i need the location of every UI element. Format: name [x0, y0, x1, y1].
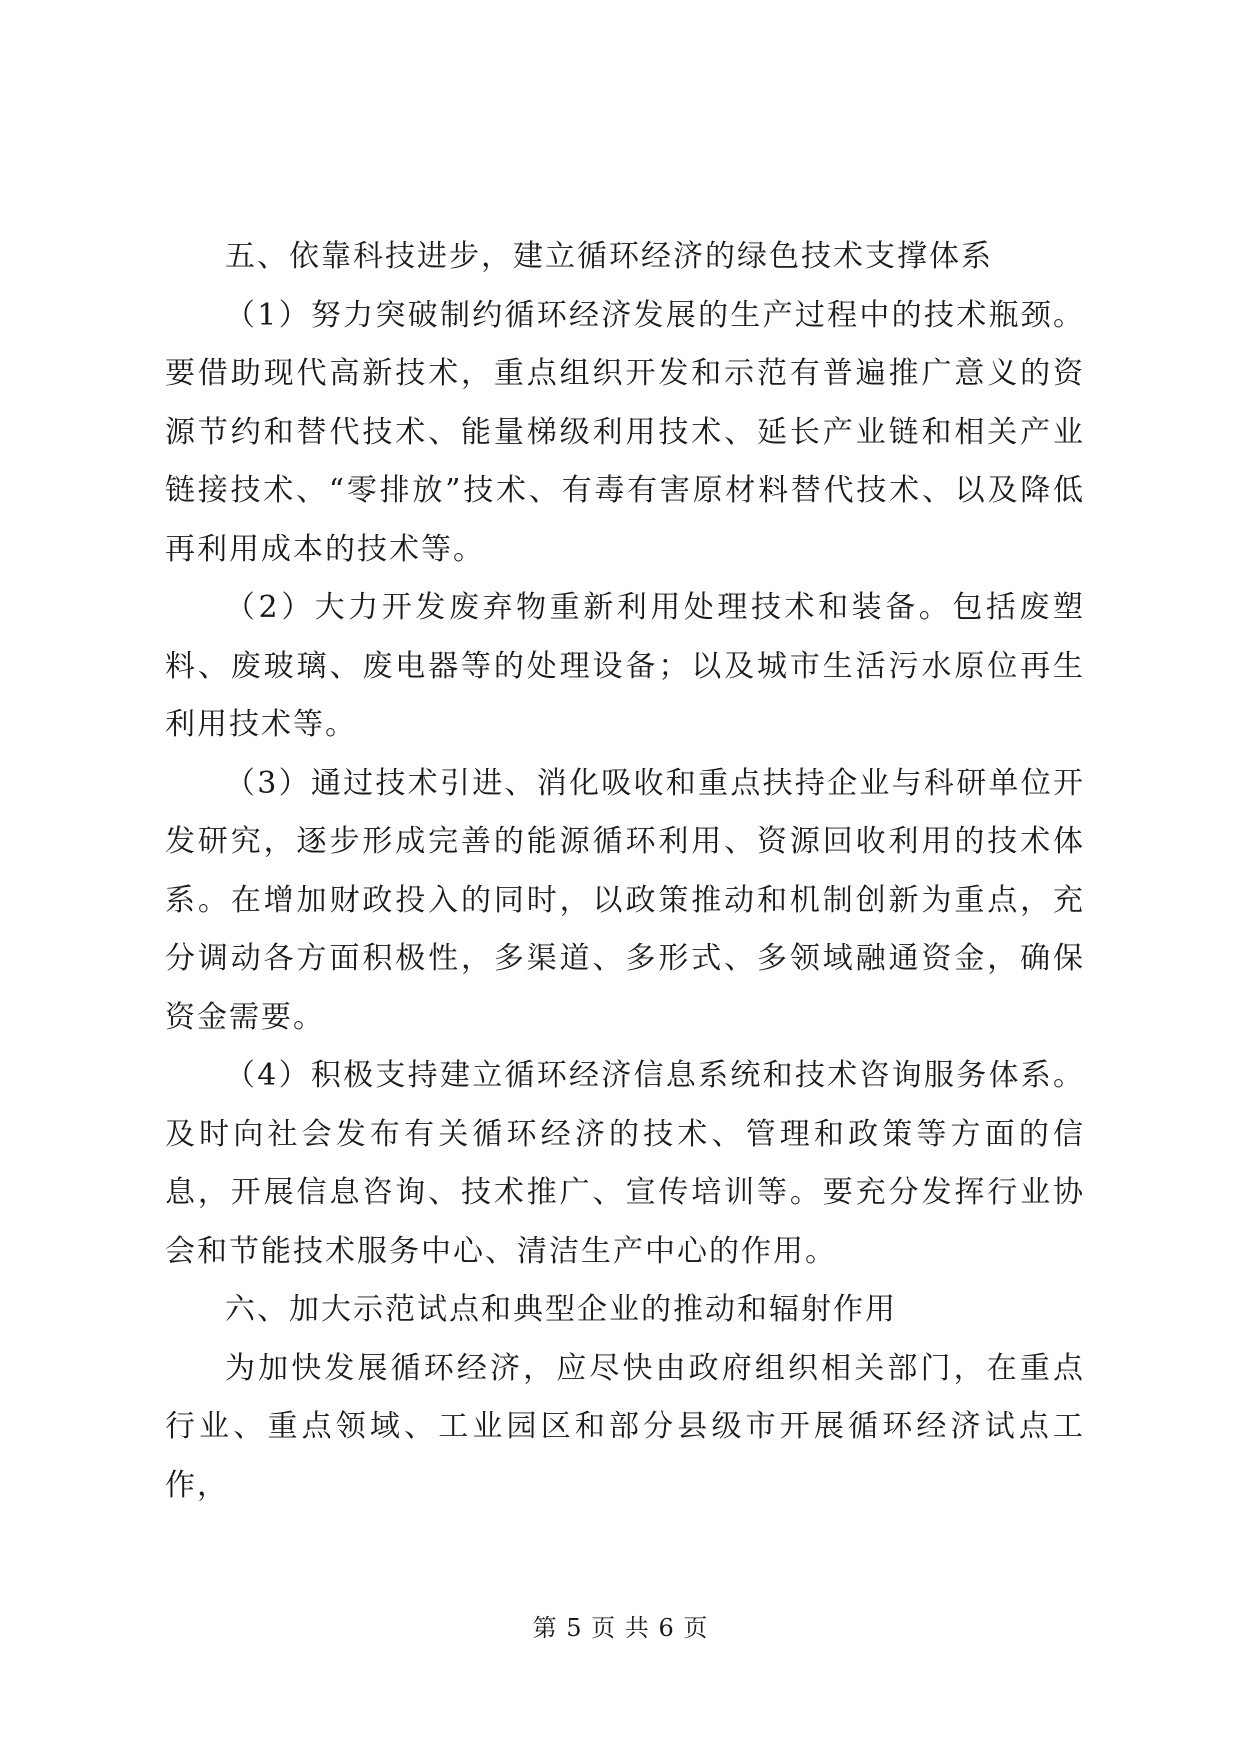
paragraph-item-3: （3）通过技术引进、消化吸收和重点扶持企业与科研单位开发研究，逐步形成完善的能源循环利用、资源回收利用的技术体系。在增加财政投入的同时，以政策推动和机制创新为重点，充分调动各方面积极性，多渠道、多形式、多领域融通资金，确保资金需要。: [165, 765, 1085, 1035]
section-heading-5: 五、依靠科技进步，建立循环经济的绿色技术支撑体系: [225, 239, 993, 274]
paragraph-item-1: （1）努力突破制约循环经济发展的生产过程中的技术瓶颈。要借助现代高新技术，重点组织开发和示范有普遍推广意义的资源节约和替代技术、能量梯级利用技术、延长产业链和相关产业链接技术、“零排放”技术、有毒有害原材料替代技术、以及降低再利用成本的技术等。: [165, 297, 1085, 567]
paragraph-item-4: （4）积极支持建立循环经济信息系统和技术咨询服务体系。及时向社会发布有关循环经济的技术、管理和政策等方面的信息，开展信息咨询、技术推广、宣传培训等。要充分发挥行业协会和节能技术服务中心、清洁生产中心的作用。: [165, 1058, 1085, 1269]
document-body: [165, 228, 1085, 1515]
paragraph-item-2: （2）大力开发废弃物重新利用处理技术和装备。包括废塑料、废玻璃、废电器等的处理设备；以及城市生活污水原位再生利用技术等。: [165, 590, 1085, 742]
page-footer: 第 5 页 共 6 页: [532, 1614, 709, 1642]
paragraph-section-6-intro: 为加快发展循环经济，应尽快由政府组织相关部门，在重点行业、重点领域、工业园区和部分县级市开展循环经济试点工作，: [165, 1350, 1085, 1503]
section-heading-6: 六、加大示范试点和典型企业的推动和辐射作用: [225, 1292, 897, 1327]
